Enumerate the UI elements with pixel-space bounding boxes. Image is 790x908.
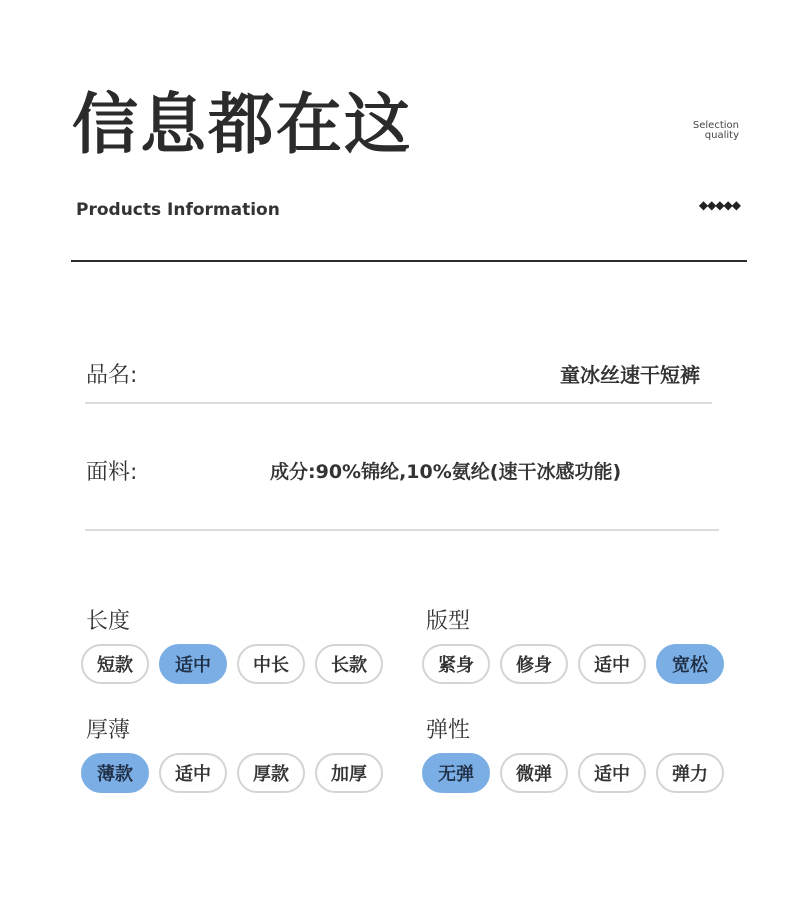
product-name-value: 童冰丝速干短裤: [560, 363, 700, 387]
option-pill[interactable]: 适中: [578, 753, 646, 793]
option-pill[interactable]: 中长: [237, 644, 305, 684]
fit-options: [422, 644, 734, 684]
length-options: [81, 644, 393, 684]
fit-label: 版型: [426, 609, 471, 634]
page-subtitle: Products Information: [76, 200, 280, 220]
selection-quality-tag: [693, 121, 739, 141]
option-pill[interactable]: 紧身: [422, 644, 490, 684]
option-pill[interactable]: 加厚: [315, 753, 383, 793]
option-pill[interactable]: 弹力: [656, 753, 724, 793]
option-pill[interactable]: 宽松: [656, 644, 724, 684]
elasticity-label: 弹性: [426, 718, 471, 743]
fabric-label: 面料:: [86, 460, 138, 485]
option-pill[interactable]: 微弹: [500, 753, 568, 793]
fabric-value: 成分:90%锦纶,10%氨纶(速干冰感功能): [270, 461, 622, 483]
elasticity-options: [422, 753, 734, 793]
length-label: 长度: [86, 609, 131, 634]
option-pill[interactable]: 修身: [500, 644, 568, 684]
thickness-options: [81, 753, 393, 793]
header-divider: [71, 260, 747, 262]
option-pill[interactable]: 适中: [159, 753, 227, 793]
option-pill[interactable]: 短款: [81, 644, 149, 684]
quality-text: quality: [704, 130, 739, 141]
option-pill[interactable]: 薄款: [81, 753, 149, 793]
page-title: 信息都在这: [72, 86, 412, 163]
thickness-label: 厚薄: [86, 718, 131, 743]
product-name-label: 品名:: [86, 363, 138, 388]
option-pill[interactable]: 长款: [315, 644, 383, 684]
option-pill[interactable]: 适中: [578, 644, 646, 684]
product-name-divider: [85, 402, 712, 404]
option-pill[interactable]: 适中: [159, 644, 227, 684]
option-pill[interactable]: 无弹: [422, 753, 490, 793]
selection-text: Selection: [692, 120, 739, 131]
option-pill[interactable]: 厚款: [237, 753, 305, 793]
diamond-icons: ◆◆◆◆◆: [698, 198, 740, 212]
fabric-divider: [85, 529, 719, 531]
